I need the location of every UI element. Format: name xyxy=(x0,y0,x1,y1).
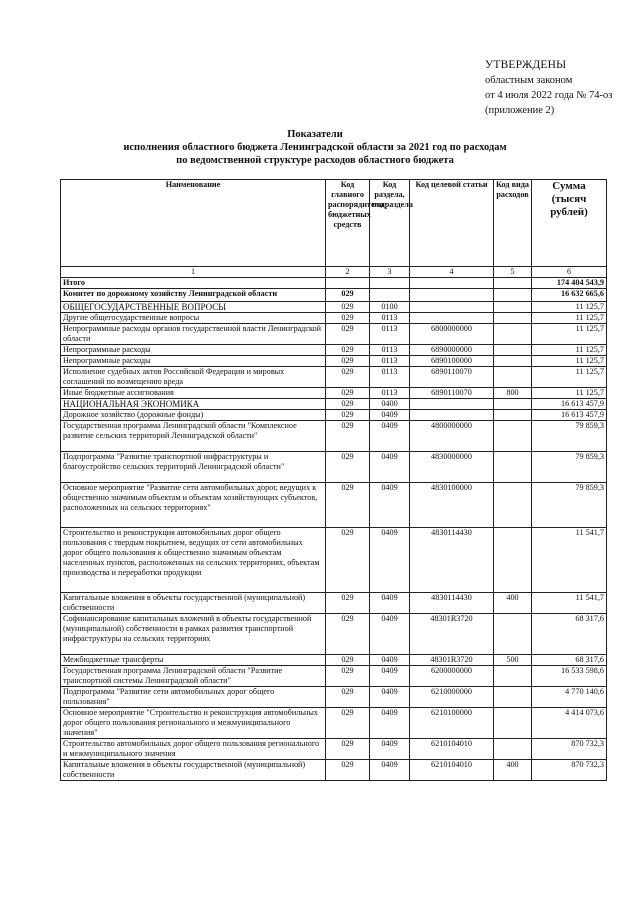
cell-section: 0409 xyxy=(370,760,410,781)
column-number: 3 xyxy=(370,267,410,278)
cell-sum: 16 613 457,9 xyxy=(532,410,607,421)
cell-name: Капитальные вложения в объекты государственной (муниципальной) собственности xyxy=(61,593,326,614)
cell-type xyxy=(494,367,532,388)
cell-name: Непрограммные расходы органов государственной власти Ленинградской области xyxy=(61,324,326,345)
cell-type xyxy=(494,324,532,345)
cell-section: 0409 xyxy=(370,410,410,421)
cell-name: НАЦИОНАЛЬНАЯ ЭКОНОМИКА xyxy=(61,399,326,410)
table-body xyxy=(61,278,607,781)
cell-section: 0113 xyxy=(370,345,410,356)
cell-sum: 4 770 140,6 xyxy=(532,687,607,708)
cell-section: 0113 xyxy=(370,313,410,324)
table-row xyxy=(61,313,607,324)
title-line-2: исполнения областного бюджета Ленинградской области за 2021 год по расходам xyxy=(123,142,507,153)
table-row xyxy=(61,760,607,781)
approval-line-law: областным законом xyxy=(485,75,573,86)
cell-section: 0409 xyxy=(370,614,410,655)
cell-type xyxy=(494,739,532,760)
cell-type: 800 xyxy=(494,388,532,399)
cell-section: 0409 xyxy=(370,593,410,614)
cell-admin: 029 xyxy=(326,399,370,410)
cell-name: Основное мероприятие "Строительство и реконструкция автомобильных дорог общего пользования регионального и межмуниципального значения" xyxy=(61,708,326,739)
approval-block xyxy=(485,58,635,118)
cell-target: 4830000000 xyxy=(410,452,494,483)
cell-name: Подпрограмма "Развитие сети автомобильных дорог общего пользования" xyxy=(61,687,326,708)
cell-type: 500 xyxy=(494,655,532,666)
cell-type xyxy=(494,345,532,356)
cell-admin: 029 xyxy=(326,367,370,388)
cell-name: Иные бюджетные ассигнования xyxy=(61,388,326,399)
cell-target xyxy=(410,399,494,410)
header-code-admin: Код главного распорядителя бюджетных средств xyxy=(326,180,370,267)
cell-target xyxy=(410,289,494,302)
cell-sum: 16 533 598,6 xyxy=(532,666,607,687)
cell-section: 0409 xyxy=(370,666,410,687)
cell-sum: 870 732,3 xyxy=(532,739,607,760)
header-code-section: Код раздела, подраздела xyxy=(370,180,410,267)
cell-sum: 79 859,3 xyxy=(532,421,607,452)
cell-type xyxy=(494,302,532,313)
cell-type xyxy=(494,399,532,410)
title-line-1: Показатели xyxy=(287,129,343,140)
cell-section: 0113 xyxy=(370,356,410,367)
cell-admin: 029 xyxy=(326,324,370,345)
cell-sum: 11 125,7 xyxy=(532,367,607,388)
cell-name: Дорожное хозяйство (дорожные фонды) xyxy=(61,410,326,421)
header-code-type: Код вида расходов xyxy=(494,180,532,267)
cell-target: 6210104010 xyxy=(410,739,494,760)
cell-name: Непрограммные расходы xyxy=(61,345,326,356)
cell-target: 6890110070 xyxy=(410,388,494,399)
table-row xyxy=(61,410,607,421)
cell-admin: 029 xyxy=(326,528,370,593)
cell-type xyxy=(494,483,532,528)
approval-line-date: от 4 июля 2022 года № 74-оз xyxy=(485,90,613,101)
column-number: 6 xyxy=(532,267,607,278)
approval-line-appendix: (приложение 2) xyxy=(485,105,555,116)
table-row xyxy=(61,483,607,528)
table-row xyxy=(61,399,607,410)
cell-section: 0409 xyxy=(370,452,410,483)
table-row xyxy=(61,278,607,289)
cell-type xyxy=(494,708,532,739)
cell-name: Подпрограмма "Развитие транспортной инфраструктуры и благоустройство сельских территорий Ленинградской области" xyxy=(61,452,326,483)
cell-sum: 16 632 665,6 xyxy=(532,289,607,302)
cell-section: 0409 xyxy=(370,483,410,528)
cell-type: 400 xyxy=(494,593,532,614)
cell-target: 6210000000 xyxy=(410,687,494,708)
cell-admin: 029 xyxy=(326,708,370,739)
cell-target xyxy=(410,410,494,421)
cell-sum: 4 414 073,6 xyxy=(532,708,607,739)
table-row xyxy=(61,593,607,614)
cell-sum: 79 859,3 xyxy=(532,483,607,528)
document-title xyxy=(95,128,535,167)
cell-target: 6890100000 xyxy=(410,356,494,367)
column-number: 2 xyxy=(326,267,370,278)
cell-name: Итого xyxy=(61,278,326,289)
cell-admin: 029 xyxy=(326,421,370,452)
cell-name: Государственная программа Ленинградской области "Развитие транспортной системы Ленинградской области" xyxy=(61,666,326,687)
cell-admin: 029 xyxy=(326,687,370,708)
cell-admin: 029 xyxy=(326,666,370,687)
cell-type xyxy=(494,687,532,708)
budget-table xyxy=(60,179,607,781)
cell-target: 6210104010 xyxy=(410,760,494,781)
cell-type xyxy=(494,421,532,452)
cell-type xyxy=(494,356,532,367)
cell-admin: 029 xyxy=(326,388,370,399)
cell-name: Исполнение судебных актов Российской Федерации и мировых соглашений по возмещению вреда xyxy=(61,367,326,388)
cell-target xyxy=(410,278,494,289)
cell-admin: 029 xyxy=(326,739,370,760)
cell-target: 4830100000 xyxy=(410,483,494,528)
cell-target: 6800000000 xyxy=(410,324,494,345)
cell-type xyxy=(494,614,532,655)
cell-section: 0409 xyxy=(370,421,410,452)
cell-type xyxy=(494,452,532,483)
cell-sum: 11 125,7 xyxy=(532,388,607,399)
cell-admin: 029 xyxy=(326,356,370,367)
column-number: 5 xyxy=(494,267,532,278)
table-row xyxy=(61,345,607,356)
cell-sum: 68 317,6 xyxy=(532,655,607,666)
cell-target: 48301R3720 xyxy=(410,614,494,655)
table-row xyxy=(61,687,607,708)
cell-type xyxy=(494,278,532,289)
cell-target: 6210100000 xyxy=(410,708,494,739)
cell-admin: 029 xyxy=(326,313,370,324)
cell-sum: 11 125,7 xyxy=(532,302,607,313)
cell-target xyxy=(410,302,494,313)
title-line-3: по ведомственной структуре расходов областного бюджета xyxy=(176,155,454,166)
cell-name: Капитальные вложения в объекты государственной (муниципальной) собственности xyxy=(61,760,326,781)
cell-type xyxy=(494,313,532,324)
cell-section: 0409 xyxy=(370,739,410,760)
table-row xyxy=(61,421,607,452)
cell-sum: 11 541,7 xyxy=(532,528,607,593)
table-row xyxy=(61,324,607,345)
cell-admin: 029 xyxy=(326,593,370,614)
cell-section: 0400 xyxy=(370,399,410,410)
cell-name: Другие общегосударственные вопросы xyxy=(61,313,326,324)
cell-name: Непрограммные расходы xyxy=(61,356,326,367)
cell-name: ОБЩЕГОСУДАРСТВЕННЫЕ ВОПРОСЫ xyxy=(61,302,326,313)
cell-type xyxy=(494,666,532,687)
cell-type: 400 xyxy=(494,760,532,781)
cell-section: 0113 xyxy=(370,367,410,388)
cell-admin: 029 xyxy=(326,655,370,666)
cell-sum: 16 613 457,9 xyxy=(532,399,607,410)
cell-admin: 029 xyxy=(326,410,370,421)
cell-type xyxy=(494,410,532,421)
cell-admin: 029 xyxy=(326,614,370,655)
cell-section xyxy=(370,289,410,302)
cell-section: 0113 xyxy=(370,324,410,345)
table-row xyxy=(61,528,607,593)
table-row xyxy=(61,739,607,760)
cell-section: 0100 xyxy=(370,302,410,313)
cell-admin xyxy=(326,278,370,289)
cell-name: Государственная программа Ленинградской области "Комплексное развитие сельских территорий Ленинградской области" xyxy=(61,421,326,452)
cell-section xyxy=(370,278,410,289)
cell-section: 0409 xyxy=(370,708,410,739)
cell-type xyxy=(494,289,532,302)
cell-sum: 11 125,7 xyxy=(532,313,607,324)
cell-section: 0409 xyxy=(370,655,410,666)
cell-name: Софинансирование капитальных вложений в объекты государственной (муниципальной) собственности в рамках развития транспортной инфраструктуры на сельских территориях xyxy=(61,614,326,655)
cell-name: Межбюджетные трансферты xyxy=(61,655,326,666)
cell-admin: 029 xyxy=(326,345,370,356)
cell-admin: 029 xyxy=(326,302,370,313)
column-number: 1 xyxy=(61,267,326,278)
cell-target: 4830114430 xyxy=(410,528,494,593)
cell-section: 0409 xyxy=(370,687,410,708)
cell-section: 0113 xyxy=(370,388,410,399)
header-name: Наименование xyxy=(61,180,326,267)
approval-heading: УТВЕРЖДЕНЫ xyxy=(485,59,567,71)
cell-admin: 029 xyxy=(326,452,370,483)
cell-name: Комитет по дорожному хозяйству Ленинградской области xyxy=(61,289,326,302)
cell-admin: 029 xyxy=(326,289,370,302)
header-sum: Сумма (тысяч рублей) xyxy=(532,180,607,267)
cell-sum: 68 317,6 xyxy=(532,614,607,655)
table-header-row xyxy=(61,180,607,267)
cell-target: 6890110070 xyxy=(410,367,494,388)
cell-sum: 174 404 543,9 xyxy=(532,278,607,289)
cell-sum: 11 541,7 xyxy=(532,593,607,614)
cell-sum: 79 859,3 xyxy=(532,452,607,483)
cell-type xyxy=(494,528,532,593)
table-row xyxy=(61,289,607,302)
cell-sum: 11 125,7 xyxy=(532,356,607,367)
table-row xyxy=(61,708,607,739)
table-row xyxy=(61,388,607,399)
cell-name: Основное мероприятие "Развитие сети автомобильных дорог, ведущих к общественно значимым объектам и объектам хозяйствующих субъектов, расположенных на сельских территориях" xyxy=(61,483,326,528)
cell-target xyxy=(410,313,494,324)
table-row xyxy=(61,614,607,655)
column-number: 4 xyxy=(410,267,494,278)
cell-section: 0409 xyxy=(370,528,410,593)
table-row xyxy=(61,356,607,367)
table-row xyxy=(61,655,607,666)
table-row xyxy=(61,666,607,687)
cell-target: 6200000000 xyxy=(410,666,494,687)
cell-admin: 029 xyxy=(326,760,370,781)
table-row xyxy=(61,302,607,313)
cell-sum: 870 732,3 xyxy=(532,760,607,781)
cell-name: Строительство автомобильных дорог общего пользования регионального и межмуниципального значения xyxy=(61,739,326,760)
cell-admin: 029 xyxy=(326,483,370,528)
cell-sum: 11 125,7 xyxy=(532,324,607,345)
cell-target: 4800000000 xyxy=(410,421,494,452)
header-code-target: Код целевой статьи xyxy=(410,180,494,267)
table-row xyxy=(61,367,607,388)
cell-target: 4830114430 xyxy=(410,593,494,614)
cell-sum: 11 125,7 xyxy=(532,345,607,356)
cell-target: 6890000000 xyxy=(410,345,494,356)
cell-target: 48301R3720 xyxy=(410,655,494,666)
cell-name: Строительство и реконструкция автомобильных дорог общего пользования с твердым покрытием, ведущих от сети автомобильных дорог общего пользования к общественно значимым объектам населенных пунктов, расположенных на сельских территориях, объектам производства и переработки продукции xyxy=(61,528,326,593)
column-number-row xyxy=(61,267,607,278)
table-row xyxy=(61,452,607,483)
